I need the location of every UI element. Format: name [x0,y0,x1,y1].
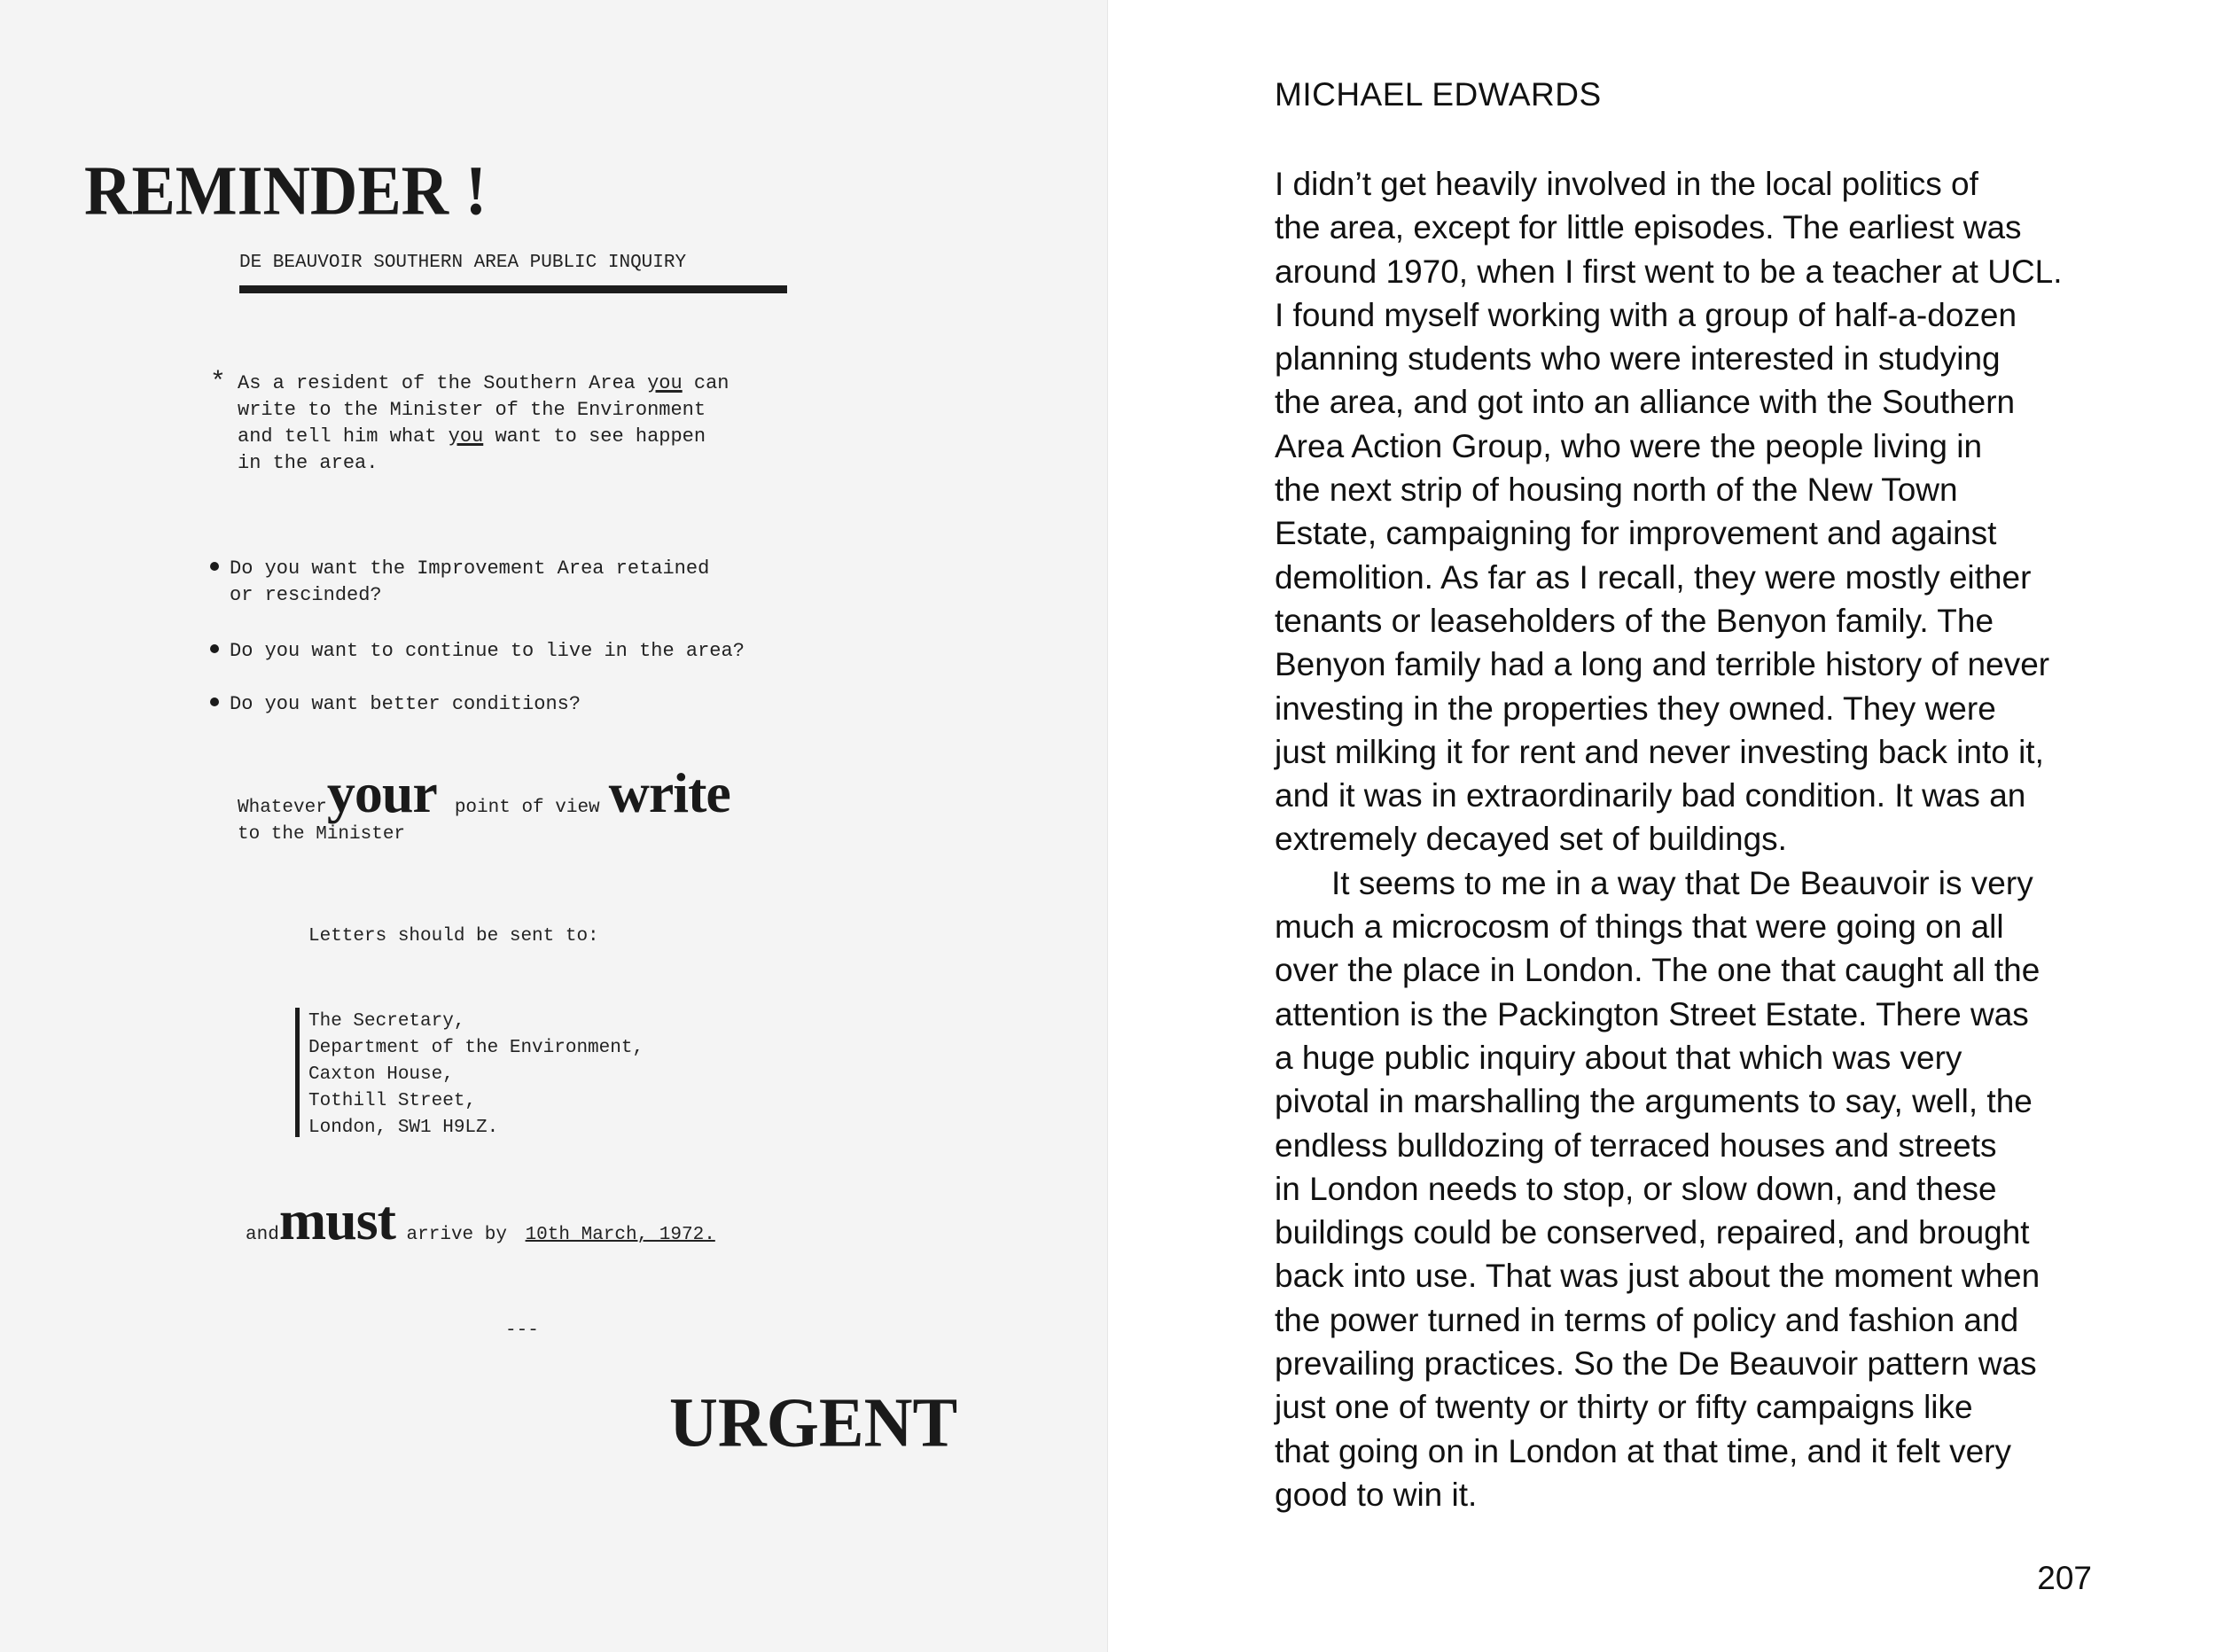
essay-line: good to win it. [1275,1476,1478,1513]
intro-paragraph [238,370,858,477]
page-number: 207 [2037,1560,2092,1596]
essay-line: pivotal in marshalling the arguments to say, well, the [1275,1083,2033,1120]
intro-line: in the area. [238,452,378,474]
essay-line: over the place in London. The one that caught all the [1275,952,2040,989]
essay-line: Estate, campaigning for improvement and against [1275,515,1997,552]
cta-whatever: Whatever [238,798,327,818]
deadline-must: must [278,1188,395,1251]
asterisk-mark: * [213,365,223,394]
essay-line: in London needs to stop, or slow down, and these [1275,1170,1997,1207]
deadline-line: andmust arrive by 10th March, 1972. [246,1188,715,1251]
address-line: Department of the Environment, [308,1038,644,1058]
essay-line: much a microcosm of things that were going on all [1275,908,2004,946]
leaflet-title: REMINDER ! [84,152,488,230]
question-item: Do you want the Improvement Area retained or rescinded? [210,556,850,609]
essay-line: the area, and got into an alliance with the Southern [1275,384,2016,421]
essay-line: I found myself working with a group of half-a-dozen [1275,296,2017,333]
essay-line: just milking it for rent and never investing back into it, [1275,733,2044,770]
address-block [308,1009,644,1142]
cta-to-minister: to the Minister [238,824,406,845]
essay-line: buildings could be conserved, repaired, and brought [1275,1214,2030,1251]
essay-line: investing in the properties they owned. They were [1275,690,1996,727]
bullet-icon [210,644,219,653]
essay-page [1108,0,2216,1652]
author-name: MICHAEL EDWARDS [1275,76,1602,113]
essay-line: and it was in extraordinarily bad condition. It was an [1275,777,2026,814]
question-item: Do you want to continue to live in the area? [210,638,745,665]
leaflet-subtitle: DE BEAUVOIR SOUTHERN AREA PUBLIC INQUIRY [239,253,687,273]
address-bar [295,1008,300,1137]
essay-line: planning students who were interested in studying [1275,340,2001,378]
bullet-icon [210,697,219,706]
title-underline-rule [239,285,787,293]
essay-line: It seems to me in a way that De Beauvoir is very [1331,864,2033,901]
essay-line: the next strip of housing north of the New Town [1275,471,1958,509]
essay-line: prevailing practices. So the De Beauvoir pattern was [1275,1345,2037,1383]
address-line: Tothill Street, [308,1091,477,1111]
essay-line: a huge public inquiry about that which was very [1275,1039,1962,1076]
essay-line: endless bulldozing of terraced houses and streets [1275,1126,1997,1164]
essay-line: just one of twenty or thirty or fifty campaigns like [1275,1389,1973,1426]
cta-point-of-view: point of view [454,798,600,818]
address-line: The Secretary, [308,1011,465,1032]
address-line: Caxton House, [308,1064,454,1085]
essay-line: around 1970, when I first went to be a teacher at UCL. [1275,253,2063,290]
call-to-action [238,760,730,826]
intro-line: write to the Minister of the Environment [238,399,706,421]
essay-line: that going on in London at that time, and it felt very [1275,1432,2011,1469]
essay-line: the area, except for little episodes. The earliest was [1275,209,2022,246]
letters-heading: Letters should be sent to: [308,926,599,947]
essay-line: attention is the Packington Street Estate. There was [1275,995,2029,1032]
separator-dashes: --- [505,1321,539,1341]
bullet-icon [210,562,219,571]
emphasis-you: you [448,425,484,448]
essay-body [1275,162,2170,1516]
urgent-label: URGENT [669,1383,958,1462]
essay-line: back into use. That was just about the moment when [1275,1258,2040,1295]
essay-line: I didn’t get heavily involved in the local politics of [1275,166,1978,202]
essay-line: Area Action Group, who were the people living in [1275,427,1983,464]
intro-line: and tell him what you want to see happen [238,425,706,448]
intro-line: As a resident of the Southern Area you can [238,372,730,394]
essay-line: tenants or leaseholders of the Benyon family. The [1275,602,1994,639]
cta-write: write [608,761,730,824]
address-line: London, SW1 H9LZ. [308,1118,499,1138]
essay-line: Benyon family had a long and terrible history of never [1275,646,2050,683]
emphasis-you: you [647,372,683,394]
essay-line: extremely decayed set of buildings. [1275,821,1787,858]
deadline-date: 10th March, 1972. [525,1225,715,1245]
essay-line: the power turned in terms of policy and fashion and [1275,1301,2019,1338]
cta-your: your [326,761,437,824]
question-item: Do you want better conditions? [210,691,581,718]
essay-line: demolition. As far as I recall, they were mostly either [1275,558,2032,596]
